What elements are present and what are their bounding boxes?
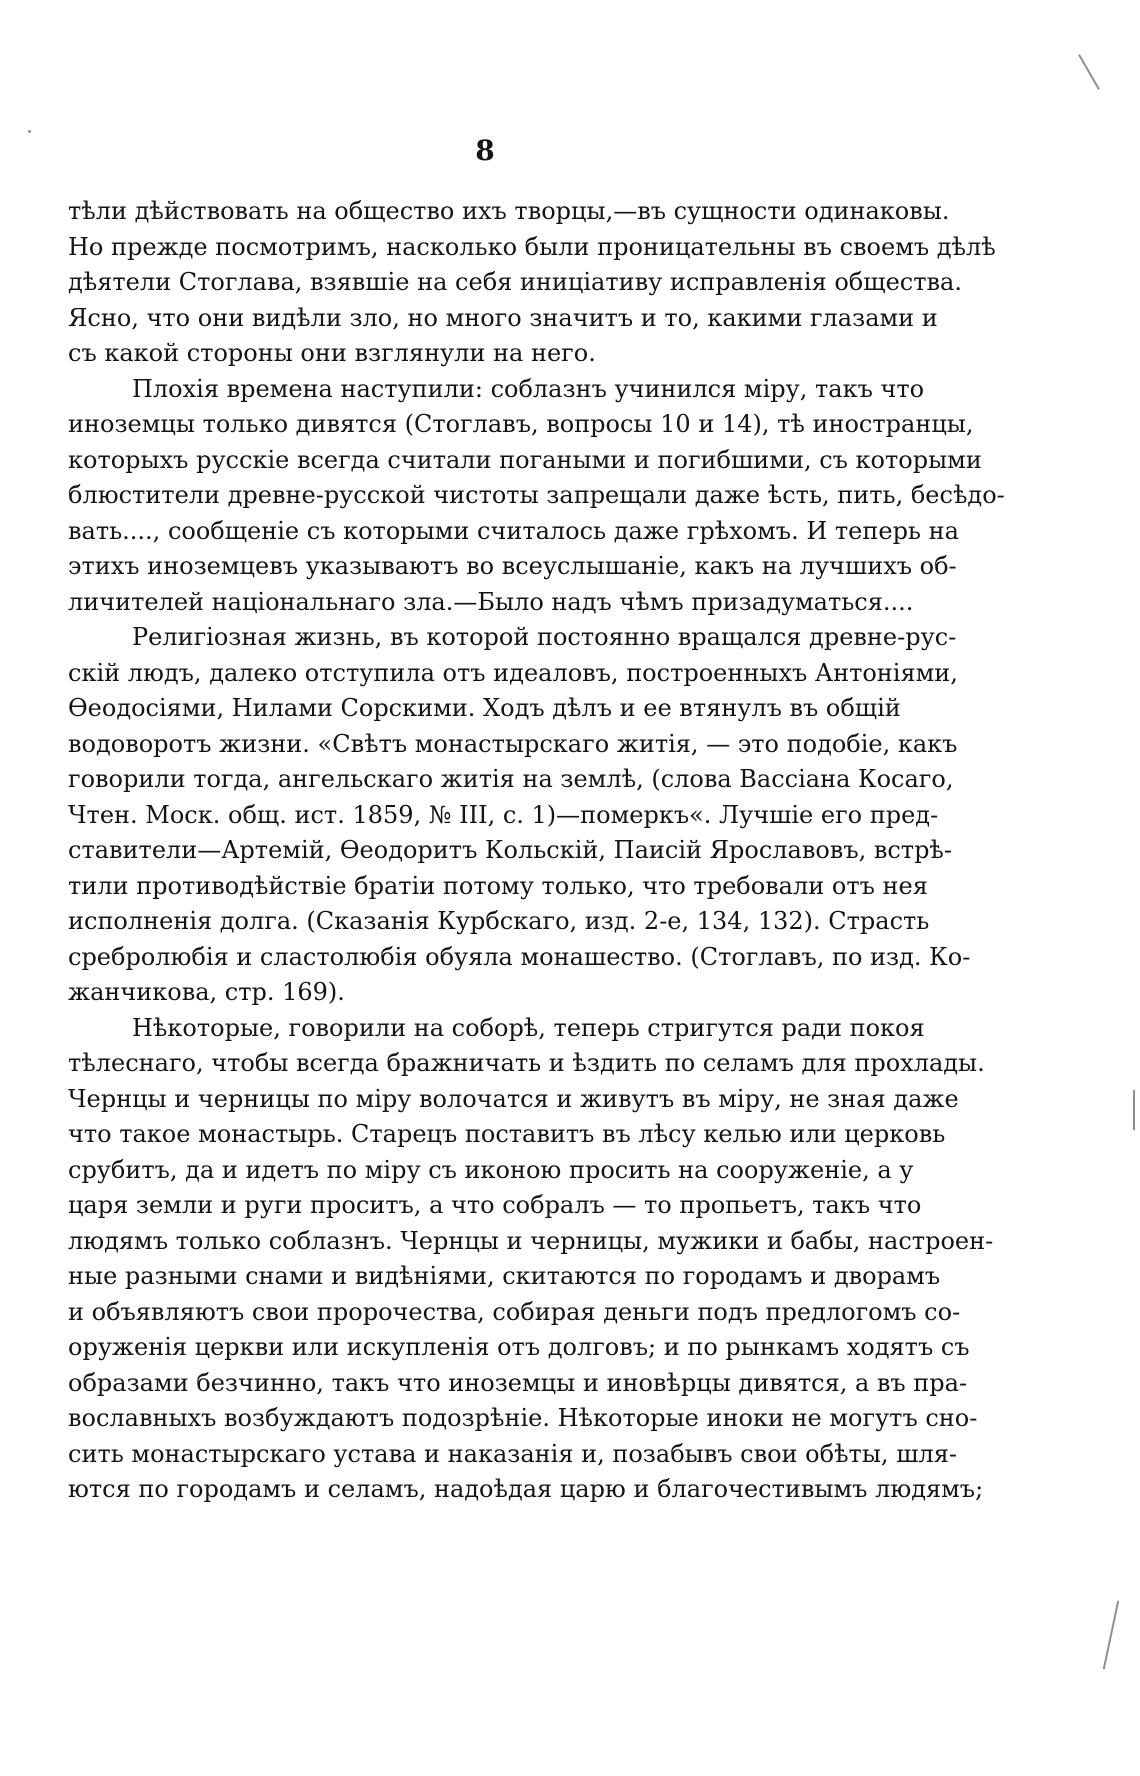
scan-artifact-top [1078,54,1100,90]
text-line: Ясно, что они видѣли зло, но много значитъ и то, какими глазами и [68,303,938,332]
page-number: 8 [475,134,495,167]
text-line: ставители—Артемій, Ѳеодоритъ Кольскій, Паисій Ярославовъ, встрѣ- [68,836,953,864]
scan-artifact-bottom [1103,1601,1120,1670]
text-line: срубитъ, да и идетъ по міру съ иконою просить на сооруженіе, а у [68,1155,914,1184]
text-line: дѣятели Стоглава, взявшіе на себя иниціативу исправленія общества. [68,268,962,296]
text-line: иноземцы только дивятся (Стоглавъ, вопросы 10 и 14), тѣ иностранцы, [68,410,974,438]
text-line: говорили тогда, ангельскаго житія на землѣ, (слова Вассіана Косаго, [68,765,954,793]
text-line: оруженія церкви или искупленія отъ долговъ; и по рынкамъ ходятъ съ [68,1333,970,1361]
text-line: тѣлеснаго, чтобы всегда бражничать и ѣздить по селамъ для прохлады. [68,1049,985,1077]
text-line: что такое монастырь. Старецъ поставитъ въ лѣсу келью или церковь [68,1120,946,1148]
text-line: вать...., сообщеніе съ которыми считалось даже грѣхомъ. И теперь на [68,516,959,545]
text-line: этихъ иноземцевъ указываютъ во всеуслышаніе, какъ на лучшихъ об- [68,552,957,580]
text-line: вославныхъ возбуждаютъ подозрѣніе. Нѣкоторые иноки не могутъ сно- [68,1404,978,1432]
text-line: ются по городамъ и селамъ, надоѣдая царю и благочестивымъ людямъ; [68,1475,984,1503]
text-line: Религіозная жизнь, въ которой постоянно вращался древне-рус- [132,623,957,651]
text-line: и объявляютъ свои пророчества, собирая деньги подъ предлогомъ со- [68,1297,961,1326]
paragraph [68,1011,994,1508]
text-line: водоворотъ жизни. «Свѣтъ монастырскаго житія, — это подобіе, какъ [68,729,958,758]
text-line: царя земли и руги проситъ, а что собралъ — то пропьетъ, такъ что [68,1191,922,1219]
body-text [68,194,1005,1508]
text-line: образами безчинно, такъ что иноземцы и иновѣрцы дивятся, а въ пра- [68,1368,968,1397]
text-line: Нѣкоторые, говорили на соборѣ, теперь стригутся ради покоя [132,1013,925,1042]
paragraph [68,620,971,1011]
text-line: сить монастырскаго устава и наказанія и, позабывъ свои обѣты, шля- [68,1439,957,1468]
text-line: скій людъ, далеко отступила отъ идеаловъ, построенныхъ Антоніями, [68,658,958,687]
text-line: тѣли дѣйствовать на общество ихъ творцы,—въ сущности одинаковы. [68,197,950,225]
text-line: личителей національнаго зла.—Было надъ чѣмъ призадуматься.... [68,587,914,616]
text-line: Плохія времена наступили: соблазнъ учинился міру, такъ что [132,374,925,403]
text-line: съ какой стороны они взглянули на него. [68,339,596,367]
text-line: блюстители древне-русской чистоты запрещали даже ѣсть, пить, бесѣдо- [68,481,1005,509]
text-line: Но прежде посмотримъ, насколько были проницательны въ своемъ дѣлѣ [68,232,996,261]
text-line: Ѳеодосіями, Нилами Сорскими. Ходъ дѣлъ и ее втянулъ въ общій [68,694,901,722]
text-line: сребролюбія и сластолюбія обуяла монашество. (Стоглавъ, по изд. Ко- [68,942,971,971]
paragraph-container [68,194,1005,1508]
scan-artifact-dot [28,130,31,133]
text-line: исполненія долга. (Сказанія Курбскаго, изд. 2-е, 134, 132). Страсть [68,907,930,935]
scan-artifact-mid [1133,1090,1135,1130]
paragraph [68,194,996,372]
text-line: тили противодѣйствіе братіи потому только, что требовали отъ нея [68,871,928,900]
text-line: Чтен. Моск. общ. ист. 1859, № III, с. 1)—померкъ«. Лучшіе его пред- [68,800,939,829]
text-line: людямъ только соблазнъ. Чернцы и черницы, мужики и бабы, настроен- [68,1226,994,1255]
text-line: жанчикова, стр. 169). [68,978,345,1006]
paragraph [68,372,1005,621]
text-line: Чернцы и черницы по міру волочатся и живутъ въ міру, не зная даже [68,1084,959,1113]
text-line: которыхъ русскіе всегда считали погаными и погибшими, съ которыми [68,445,982,474]
text-line: ные разными снами и видѣніями, скитаются по городамъ и дворамъ [68,1262,941,1290]
